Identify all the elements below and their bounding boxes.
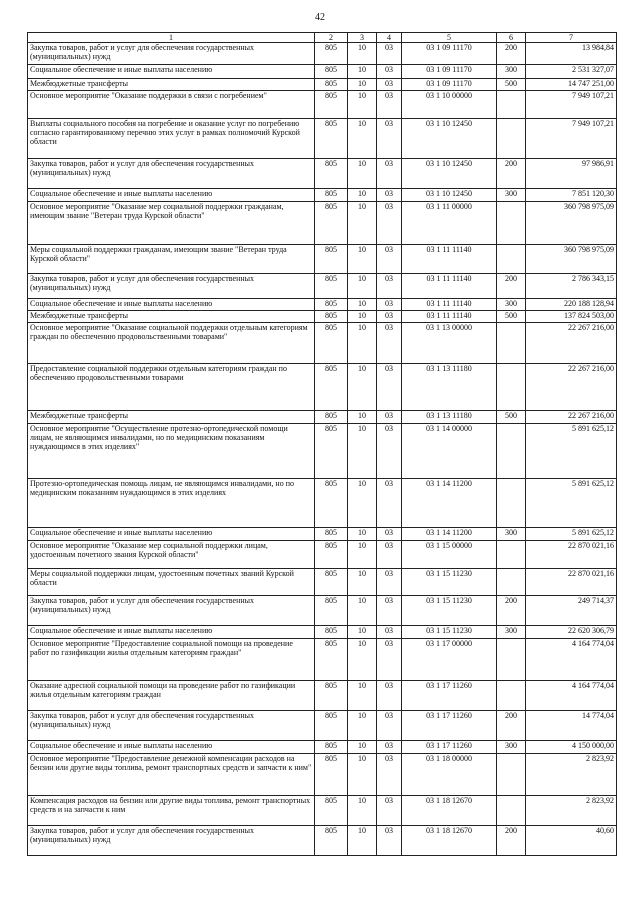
table-row <box>28 299 617 311</box>
row-amount: 22 870 021,16 <box>526 541 617 569</box>
row-code-4: 03 <box>377 754 402 796</box>
row-code-2: 805 <box>315 541 348 569</box>
table-row <box>28 826 617 856</box>
row-amount: 5 891 625,12 <box>526 479 617 528</box>
row-code-4: 03 <box>377 741 402 754</box>
row-code-5: 03 1 11 11140 <box>402 274 497 299</box>
row-code-4: 03 <box>377 43 402 65</box>
row-amount: 249 714,37 <box>526 596 617 626</box>
row-code-5: 03 1 09 11170 <box>402 43 497 65</box>
row-amount: 2 823,92 <box>526 754 617 796</box>
row-code-4: 03 <box>377 79 402 91</box>
table-row <box>28 323 617 364</box>
row-code-2: 805 <box>315 411 348 424</box>
row-code-2: 805 <box>315 274 348 299</box>
row-code-6 <box>497 119 526 159</box>
row-code-4: 03 <box>377 711 402 741</box>
row-amount: 7 949 107,21 <box>526 91 617 119</box>
row-code-4: 03 <box>377 364 402 411</box>
row-amount: 97 986,91 <box>526 159 617 189</box>
table-row <box>28 274 617 299</box>
row-amount: 22 620 306,79 <box>526 626 617 639</box>
row-amount: 14 774,04 <box>526 711 617 741</box>
row-code-4: 03 <box>377 826 402 856</box>
row-name: Меры социальной поддержки лицам, удостоенным почетных званий Курской области <box>28 569 315 596</box>
row-amount: 7 851 120,30 <box>526 189 617 202</box>
table-row <box>28 626 617 639</box>
row-code-6: 300 <box>497 528 526 541</box>
row-code-2: 805 <box>315 245 348 274</box>
row-code-2: 805 <box>315 569 348 596</box>
table-row <box>28 528 617 541</box>
row-code-4: 03 <box>377 311 402 323</box>
row-name: Социальное обеспечение и иные выплаты населению <box>28 528 315 541</box>
row-code-5: 03 1 10 12450 <box>402 189 497 202</box>
row-code-4: 03 <box>377 639 402 681</box>
row-code-6 <box>497 323 526 364</box>
table-row <box>28 245 617 274</box>
row-amount: 13 984,84 <box>526 43 617 65</box>
table-row <box>28 189 617 202</box>
row-code-4: 03 <box>377 274 402 299</box>
row-code-3: 10 <box>348 189 377 202</box>
row-amount: 360 798 975,09 <box>526 202 617 245</box>
row-amount: 7 949 107,21 <box>526 119 617 159</box>
row-name: Основное мероприятие "Предоставление денежной компенсации расходов на бензин или другие виды топлива, ремонт транспортных средств и запчасти к ним" <box>28 754 315 796</box>
row-name: Основное мероприятие "Оказание мер социальной поддержки гражданам, имеющим звание "Ветеран труда Курской области" <box>28 202 315 245</box>
row-amount: 220 188 128,94 <box>526 299 617 311</box>
row-code-6: 300 <box>497 299 526 311</box>
row-code-5: 03 1 18 12670 <box>402 796 497 826</box>
row-code-2: 805 <box>315 741 348 754</box>
row-code-5: 03 1 15 11230 <box>402 596 497 626</box>
row-code-5: 03 1 13 00000 <box>402 323 497 364</box>
row-code-3: 10 <box>348 43 377 65</box>
row-code-4: 03 <box>377 323 402 364</box>
row-code-6: 200 <box>497 826 526 856</box>
row-name: Закупка товаров, работ и услуг для обеспечения государственных (муниципальных) нужд <box>28 826 315 856</box>
row-code-6 <box>497 639 526 681</box>
row-name: Социальное обеспечение и иные выплаты населению <box>28 189 315 202</box>
column-header: 4 <box>377 33 402 43</box>
row-code-2: 805 <box>315 79 348 91</box>
row-code-2: 805 <box>315 65 348 79</box>
row-name: Меры социальной поддержки гражданам, имеющим звание "Ветеран труда Курской области" <box>28 245 315 274</box>
row-name: Выплаты социального пособия на погребение и оказание услуг по погребению согласно гарантированному перечню этих услуг в рамках полномочий Курской области <box>28 119 315 159</box>
table-row <box>28 711 617 741</box>
row-name: Компенсация расходов на бензин или другие виды топлива, ремонт транспортных средств и на запчасти к ним <box>28 796 315 826</box>
row-code-5: 03 1 11 11140 <box>402 311 497 323</box>
row-code-4: 03 <box>377 528 402 541</box>
row-code-4: 03 <box>377 626 402 639</box>
row-code-5: 03 1 18 12670 <box>402 826 497 856</box>
table-row <box>28 424 617 479</box>
column-header: 2 <box>315 33 348 43</box>
row-name: Закупка товаров, работ и услуг для обеспечения государственных (муниципальных) нужд <box>28 43 315 65</box>
row-amount: 4 164 774,04 <box>526 681 617 711</box>
row-name: Закупка товаров, работ и услуг для обеспечения государственных (муниципальных) нужд <box>28 274 315 299</box>
row-code-4: 03 <box>377 596 402 626</box>
row-amount: 4 150 000,00 <box>526 741 617 754</box>
row-code-3: 10 <box>348 596 377 626</box>
row-code-2: 805 <box>315 826 348 856</box>
row-amount: 22 267 216,00 <box>526 323 617 364</box>
row-code-6: 300 <box>497 189 526 202</box>
row-code-6 <box>497 364 526 411</box>
row-code-5: 03 1 11 11140 <box>402 245 497 274</box>
row-code-5: 03 1 15 11230 <box>402 569 497 596</box>
row-code-4: 03 <box>377 245 402 274</box>
row-code-5: 03 1 09 11170 <box>402 65 497 79</box>
row-code-6 <box>497 569 526 596</box>
row-code-6: 200 <box>497 274 526 299</box>
row-code-4: 03 <box>377 424 402 479</box>
row-code-4: 03 <box>377 411 402 424</box>
row-name: Межбюджетные трансферты <box>28 411 315 424</box>
row-name: Основное мероприятие "Предоставление социальной помощи на проведение работ по газификации жилья отдельным категориям граждан" <box>28 639 315 681</box>
row-code-2: 805 <box>315 364 348 411</box>
row-amount: 137 824 503,00 <box>526 311 617 323</box>
column-header: 1 <box>28 33 315 43</box>
column-header: 5 <box>402 33 497 43</box>
row-code-6 <box>497 541 526 569</box>
row-code-2: 805 <box>315 639 348 681</box>
table-row <box>28 479 617 528</box>
row-code-5: 03 1 13 11180 <box>402 411 497 424</box>
row-code-4: 03 <box>377 569 402 596</box>
row-code-2: 805 <box>315 43 348 65</box>
row-code-6: 500 <box>497 311 526 323</box>
row-code-5: 03 1 13 11180 <box>402 364 497 411</box>
row-amount: 360 798 975,09 <box>526 245 617 274</box>
row-code-6 <box>497 681 526 711</box>
row-code-5: 03 1 11 00000 <box>402 202 497 245</box>
table-row <box>28 311 617 323</box>
row-code-5: 03 1 11 11140 <box>402 299 497 311</box>
row-code-4: 03 <box>377 479 402 528</box>
row-name: Межбюджетные трансферты <box>28 79 315 91</box>
row-code-3: 10 <box>348 569 377 596</box>
table-row <box>28 741 617 754</box>
row-code-3: 10 <box>348 681 377 711</box>
row-code-5: 03 1 15 00000 <box>402 541 497 569</box>
row-code-3: 10 <box>348 65 377 79</box>
row-code-4: 03 <box>377 65 402 79</box>
table-row <box>28 159 617 189</box>
row-amount: 2 786 343,15 <box>526 274 617 299</box>
row-code-3: 10 <box>348 639 377 681</box>
row-code-6 <box>497 424 526 479</box>
row-amount: 40,60 <box>526 826 617 856</box>
row-code-5: 03 1 10 12450 <box>402 119 497 159</box>
header-row <box>28 33 617 43</box>
row-code-3: 10 <box>348 711 377 741</box>
row-code-4: 03 <box>377 189 402 202</box>
row-code-4: 03 <box>377 796 402 826</box>
row-code-5: 03 1 10 12450 <box>402 159 497 189</box>
row-code-2: 805 <box>315 202 348 245</box>
row-amount: 2 823,92 <box>526 796 617 826</box>
row-code-6 <box>497 202 526 245</box>
row-code-2: 805 <box>315 711 348 741</box>
row-amount: 4 164 774,04 <box>526 639 617 681</box>
row-code-4: 03 <box>377 541 402 569</box>
row-name: Межбюджетные трансферты <box>28 311 315 323</box>
row-code-2: 805 <box>315 189 348 202</box>
row-code-3: 10 <box>348 541 377 569</box>
row-code-6: 500 <box>497 79 526 91</box>
row-code-3: 10 <box>348 323 377 364</box>
row-code-3: 10 <box>348 311 377 323</box>
row-code-5: 03 1 17 00000 <box>402 639 497 681</box>
row-code-5: 03 1 09 11170 <box>402 79 497 91</box>
row-code-2: 805 <box>315 681 348 711</box>
row-code-2: 805 <box>315 479 348 528</box>
table-row <box>28 569 617 596</box>
row-code-3: 10 <box>348 119 377 159</box>
row-code-5: 03 1 17 11260 <box>402 741 497 754</box>
row-code-2: 805 <box>315 311 348 323</box>
row-code-3: 10 <box>348 245 377 274</box>
row-code-3: 10 <box>348 626 377 639</box>
row-code-5: 03 1 18 00000 <box>402 754 497 796</box>
row-code-3: 10 <box>348 202 377 245</box>
row-code-6: 500 <box>497 411 526 424</box>
row-code-2: 805 <box>315 299 348 311</box>
row-code-5: 03 1 14 00000 <box>402 424 497 479</box>
column-header: 3 <box>348 33 377 43</box>
row-amount: 14 747 251,00 <box>526 79 617 91</box>
row-code-3: 10 <box>348 528 377 541</box>
row-code-4: 03 <box>377 202 402 245</box>
row-amount: 22 267 216,00 <box>526 364 617 411</box>
row-amount: 5 891 625,12 <box>526 424 617 479</box>
row-code-3: 10 <box>348 159 377 189</box>
row-code-3: 10 <box>348 479 377 528</box>
row-code-3: 10 <box>348 274 377 299</box>
table-row <box>28 364 617 411</box>
row-code-5: 03 1 10 00000 <box>402 91 497 119</box>
row-name: Закупка товаров, работ и услуг для обеспечения государственных (муниципальных) нужд <box>28 159 315 189</box>
row-code-2: 805 <box>315 119 348 159</box>
row-code-3: 10 <box>348 91 377 119</box>
row-amount: 2 531 327,07 <box>526 65 617 79</box>
row-code-6 <box>497 796 526 826</box>
row-name: Социальное обеспечение и иные выплаты населению <box>28 299 315 311</box>
row-name: Основное мероприятие "Оказание социальной поддержки отдельным категориям граждан по обеспечению продовольственными товарами" <box>28 323 315 364</box>
row-code-6: 200 <box>497 159 526 189</box>
table-row <box>28 754 617 796</box>
row-name: Закупка товаров, работ и услуг для обеспечения государственных (муниципальных) нужд <box>28 596 315 626</box>
row-name: Социальное обеспечение и иные выплаты населению <box>28 626 315 639</box>
row-code-2: 805 <box>315 424 348 479</box>
row-code-6: 200 <box>497 43 526 65</box>
row-code-2: 805 <box>315 159 348 189</box>
row-code-2: 805 <box>315 528 348 541</box>
row-code-5: 03 1 14 11200 <box>402 528 497 541</box>
table-row <box>28 796 617 826</box>
row-code-6: 200 <box>497 711 526 741</box>
row-code-6 <box>497 91 526 119</box>
row-code-5: 03 1 15 11230 <box>402 626 497 639</box>
row-code-3: 10 <box>348 411 377 424</box>
column-header: 6 <box>497 33 526 43</box>
row-code-3: 10 <box>348 79 377 91</box>
column-header: 7 <box>526 33 617 43</box>
row-code-6 <box>497 479 526 528</box>
row-amount: 22 870 021,16 <box>526 569 617 596</box>
row-code-6: 300 <box>497 65 526 79</box>
row-name: Социальное обеспечение и иные выплаты населению <box>28 65 315 79</box>
table-row <box>28 43 617 65</box>
row-code-3: 10 <box>348 754 377 796</box>
page-number: 42 <box>315 12 325 23</box>
row-code-2: 805 <box>315 323 348 364</box>
row-name: Социальное обеспечение и иные выплаты населению <box>28 741 315 754</box>
table-row <box>28 541 617 569</box>
row-code-3: 10 <box>348 826 377 856</box>
row-name: Основное мероприятие "Оказание мер социальной поддержки лицам, удостоенным почетного звания Курской области" <box>28 541 315 569</box>
table-row <box>28 79 617 91</box>
row-code-2: 805 <box>315 754 348 796</box>
row-name: Основное мероприятие "Осуществление протезно-ортопедической помощи лицам, не являющимся инвалидами, но по медицинским показаниям нуждающимся в этих изделиях" <box>28 424 315 479</box>
row-name: Протезно-ортопедическая помощь лицам, не являющимся инвалидами, но по медицинским показаниям нуждающимся в этих изделиях <box>28 479 315 528</box>
row-name: Предоставление социальной поддержки отдельным категориям граждан по обеспечению продовольственными товарами <box>28 364 315 411</box>
row-code-2: 805 <box>315 596 348 626</box>
table-row <box>28 91 617 119</box>
budget-table <box>27 32 617 856</box>
row-code-4: 03 <box>377 159 402 189</box>
row-code-3: 10 <box>348 741 377 754</box>
row-code-3: 10 <box>348 299 377 311</box>
row-code-5: 03 1 17 11260 <box>402 711 497 741</box>
row-code-2: 805 <box>315 91 348 119</box>
table-row <box>28 202 617 245</box>
row-code-3: 10 <box>348 364 377 411</box>
row-code-6: 200 <box>497 596 526 626</box>
row-code-4: 03 <box>377 91 402 119</box>
table-row <box>28 681 617 711</box>
row-code-6: 300 <box>497 626 526 639</box>
row-code-6: 300 <box>497 741 526 754</box>
row-name: Закупка товаров, работ и услуг для обеспечения государственных (муниципальных) нужд <box>28 711 315 741</box>
row-code-3: 10 <box>348 424 377 479</box>
row-code-5: 03 1 14 11200 <box>402 479 497 528</box>
row-amount: 5 891 625,12 <box>526 528 617 541</box>
row-code-4: 03 <box>377 681 402 711</box>
row-code-4: 03 <box>377 299 402 311</box>
row-name: Основное мероприятие "Оказание поддержки в связи с погребением" <box>28 91 315 119</box>
row-amount: 22 267 216,00 <box>526 411 617 424</box>
row-code-5: 03 1 17 11260 <box>402 681 497 711</box>
row-code-6 <box>497 245 526 274</box>
table-row <box>28 65 617 79</box>
table-row <box>28 639 617 681</box>
row-code-2: 805 <box>315 626 348 639</box>
row-code-4: 03 <box>377 119 402 159</box>
row-code-3: 10 <box>348 796 377 826</box>
row-name: Оказание адресной социальной помощи на проведение работ по газификации жилья отдельным категориям граждан <box>28 681 315 711</box>
row-code-6 <box>497 754 526 796</box>
table-row <box>28 411 617 424</box>
table-row <box>28 119 617 159</box>
row-code-2: 805 <box>315 796 348 826</box>
table-row <box>28 596 617 626</box>
